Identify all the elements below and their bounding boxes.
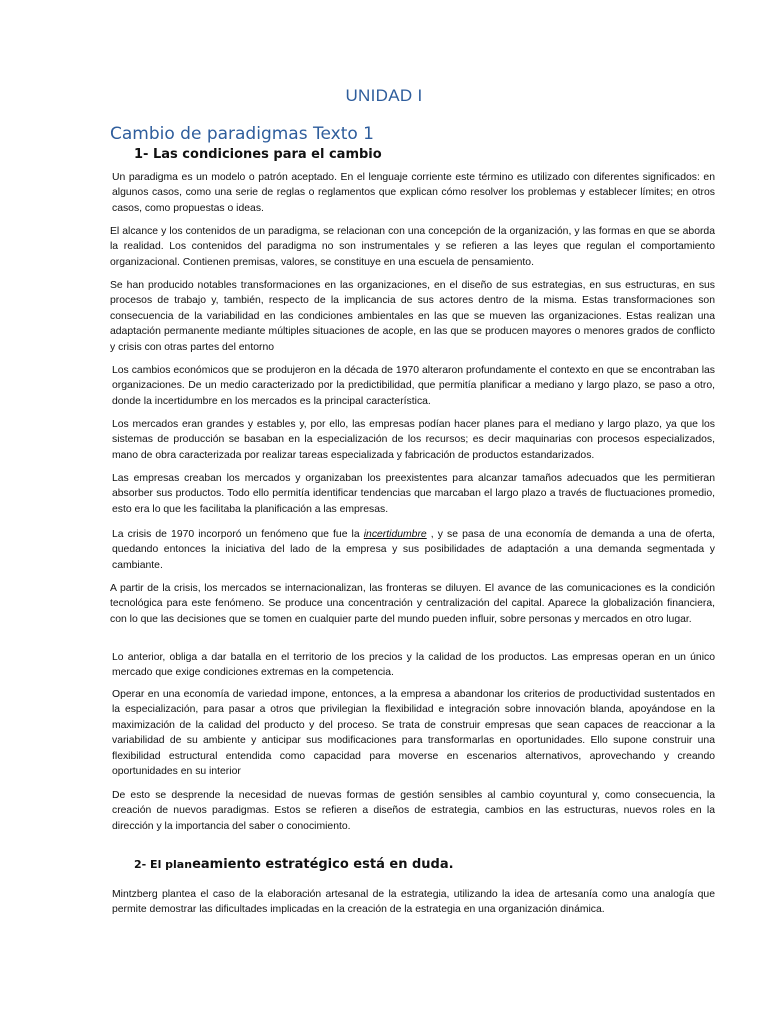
section-1-heading	[134, 147, 382, 162]
paragraph-1: Un paradigma es un modelo o patrón aceptado. En el lenguaje corriente este término es utilizado con diferentes significados: en algunos casos, como una serie de reglas o reglamentos que explican cómo resolver los problemas y establecer límites; en otros casos, como propuestas o ideas.	[112, 172, 715, 214]
crisis-text-before: La crisis de 1970 incorporó un fenómeno que fue la	[112, 529, 364, 540]
paragraph-9: Operar en una economía de variedad impone, entonces, a la empresa a abandonar los criterios de productividad sustentados en la especialización, para pasar a otros que privilegian la flexibilidad e integración sobre innovación blanda, apoyándose en la maximización de la calidad del producto y del proceso. Se trata de construir empresas que sean capaces de reaccionar a la variabilidad de su ambiente y anticipar sus modificaciones para transformarlas en oportunidades. Ello supone construir una flexibilidad estructural entendida como capacidad para moverse en escenarios alternativos, aprovechando y creando oportunidades en su interior	[112, 689, 715, 778]
paragraph-7: A partir de la crisis, los mercados se internacionalizan, las fronteras se diluyen. El avance de las comunicaciones es la condición tecnológica para este fenómeno. Se produce una concentración y centralización del capital. Aparece la globalización financiera, con lo que las decisiones que se tomen en cualquier parte del mundo pueden influir, sobre personas y mercados en otro lugar.	[110, 583, 715, 625]
crisis-text-after: , y se pasa de una economía de demanda a una de oferta, quedando entonces la iniciativa del lado de la empresa y sus posibilidades de adaptación a una demanda segmentada y cambiante.	[112, 529, 715, 571]
paragraph-2: El alcance y los contenidos de un paradigma, se relacionan con una concepción de la organización, y las formas en que se aborda la realidad. Los contenidos del paradigma no son instrumentales y se refieren a las leyes que regulan el comportamiento organizacional. Contienen premisas, valores, se constituye en una escuela de pensamiento.	[110, 226, 715, 268]
section-2-lead: 2- El plan	[134, 858, 193, 871]
unit-title: UNIDAD I	[345, 86, 423, 105]
paragraph-3: Se han producido notables transformaciones en las organizaciones, en el diseño de sus estrategias, en sus estructuras, en sus procesos de trabajo y, también, respecto de la implicancia de sus actores dentro de la misma. Estas transformaciones son consecuencia de la variabilidad en las condiciones ambientales en las que se mueven las organizaciones. Estas realizan una adaptación permanente mediante múltiples situaciones de acople, en las que se producen mayores o menores grados de conflicto y crisis con otras partes del entorno	[110, 280, 715, 353]
document-title: Cambio de paradigmas Texto 1	[110, 124, 374, 144]
section-2-title: eamiento estratégico está en duda.	[192, 857, 454, 872]
paragraph-crisis	[112, 527, 715, 573]
section-1-number: 1-	[134, 147, 149, 162]
paragraph-6: Las empresas creaban los mercados y organizaban los preexistentes para alcanzar tamaños adecuados que les permitieran absorber sus productos. Todo ello permitía identificar tendencias que marcaban el largo plazo a través de fluctuaciones promedio, esto era lo que les facilitaba la planificación a las empresas.	[112, 473, 715, 515]
paragraph-10: De esto se desprende la necesidad de nuevas formas de gestión sensibles al cambio coyuntural y, como consecuencia, la creación de nuevos paradigmas. Estos se refieren a diseños de estrategia, cambios en las estructuras, nuevos roles en la dirección y la importancia del saber o conocimiento.	[112, 790, 715, 832]
paragraph-final: Mintzberg plantea el caso de la elaboración artesanal de la estrategia, utilizando la idea de artesanía como una analogía que permite demostrar las dificultades implicadas en la creación de la estrategia en una organización dinámica.	[112, 889, 715, 916]
section-1-title: Las condiciones para el cambio	[152, 147, 382, 162]
paragraph-5: Los mercados eran grandes y estables y, por ello, las empresas podían hacer planes para el mediano y largo plazo, ya que los sistemas de producción se basaban en la especialización de los recursos; es decir maquinarias con procesos especializados, mano de obra caracterizada por realizar tareas especializada y fabricación de productos estandarizados.	[112, 419, 715, 461]
incertidumbre-term: incertidumbre	[363, 529, 427, 540]
paragraph-8: Lo anterior, obliga a dar batalla en el territorio de los precios y la calidad de los productos. Las empresas operan en un único mercado que exige condiciones extremas en la competencia.	[112, 652, 715, 679]
paragraph-4: Los cambios económicos que se produjeron en la década de 1970 alteraron profundamente el contexto en que se encontraban las organizaciones. De un medio caracterizado por la predictibilidad, que permitía planificar a mediano y largo plazo, se paso a otro, donde la incertidumbre en los mercados es la principal característica.	[112, 365, 715, 407]
section-2-heading	[134, 857, 454, 872]
